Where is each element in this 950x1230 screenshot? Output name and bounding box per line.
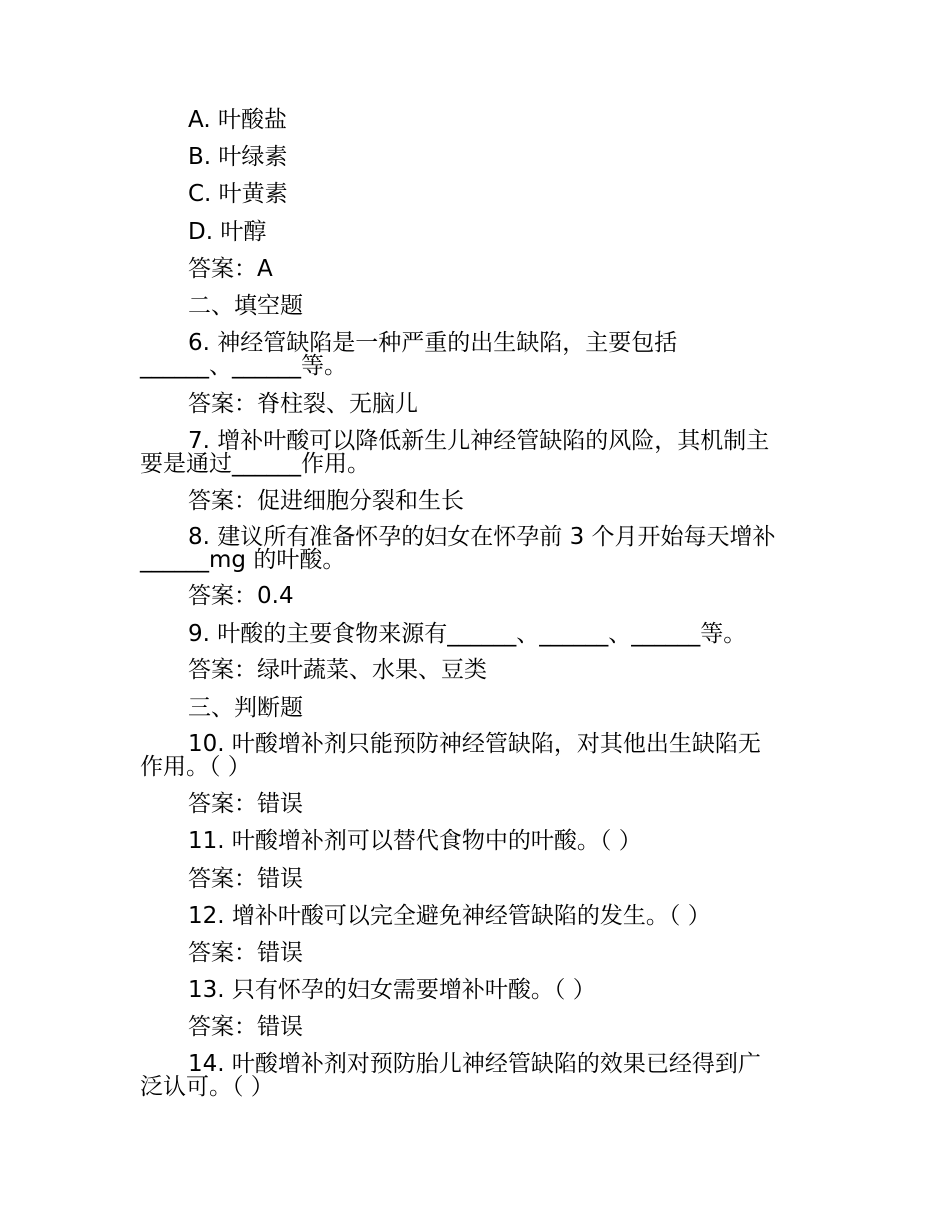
- answer-6: 答案：脊柱裂、无脑儿: [188, 391, 418, 417]
- question-11: 11. 叶酸增补剂可以替代食物中的叶酸。（ ）: [188, 828, 642, 854]
- question-7-line-1: 7. 增补叶酸可以降低新生儿神经管缺陷的风险，其机制主: [188, 428, 770, 454]
- answer-7: 答案：促进细胞分裂和生长: [188, 488, 464, 514]
- answer-10: 答案：错误: [188, 791, 303, 817]
- question-14: [140, 1053, 820, 1099]
- question-8-line-1: 8. 建议所有准备怀孕的妇女在怀孕前 3 个月开始每天增补: [188, 524, 776, 550]
- question-8-line-2: ______mg 的叶酸。: [140, 547, 346, 573]
- question-6-line-2: ______、______等。: [140, 353, 347, 379]
- answer-9: 答案：绿叶蔬菜、水果、豆类: [188, 657, 487, 683]
- question-6: [140, 332, 820, 378]
- option-d: D. 叶醇: [188, 219, 267, 245]
- answer-5: 答案：A: [188, 256, 273, 282]
- question-10-line-1: 10. 叶酸增补剂只能预防神经管缺陷，对其他出生缺陷无: [188, 731, 761, 757]
- question-7-line-2: 要是通过______作用。: [140, 451, 370, 477]
- question-10-line-2: 作用。（ ）: [140, 754, 251, 780]
- answer-11: 答案：错误: [188, 866, 303, 892]
- question-12: 12. 增补叶酸可以完全避免神经管缺陷的发生。（ ）: [188, 903, 711, 929]
- question-6-line-1: 6. 神经管缺陷是一种严重的出生缺陷，主要包括: [188, 330, 678, 356]
- answer-8: 答案：0.4: [188, 583, 294, 609]
- section-heading-true-false: 三、判断题: [188, 695, 303, 721]
- section-heading-fill-blank: 二、填空题: [188, 293, 303, 319]
- question-10: [140, 733, 820, 779]
- option-a: A. 叶酸盐: [188, 107, 287, 133]
- option-b: B. 叶绿素: [188, 144, 288, 170]
- option-c: C. 叶黄素: [188, 181, 288, 207]
- answer-12: 答案：错误: [188, 940, 303, 966]
- question-9: 9. 叶酸的主要食物来源有______、______、______等。: [188, 621, 747, 647]
- question-8: [140, 526, 820, 572]
- question-7: [140, 430, 820, 476]
- question-13: 13. 只有怀孕的妇女需要增补叶酸。（ ）: [188, 977, 596, 1003]
- question-14-line-2: 泛认可。（ ）: [140, 1074, 274, 1100]
- answer-13: 答案：错误: [188, 1014, 303, 1040]
- question-14-line-1: 14. 叶酸增补剂对预防胎儿神经管缺陷的效果已经得到广: [188, 1051, 761, 1077]
